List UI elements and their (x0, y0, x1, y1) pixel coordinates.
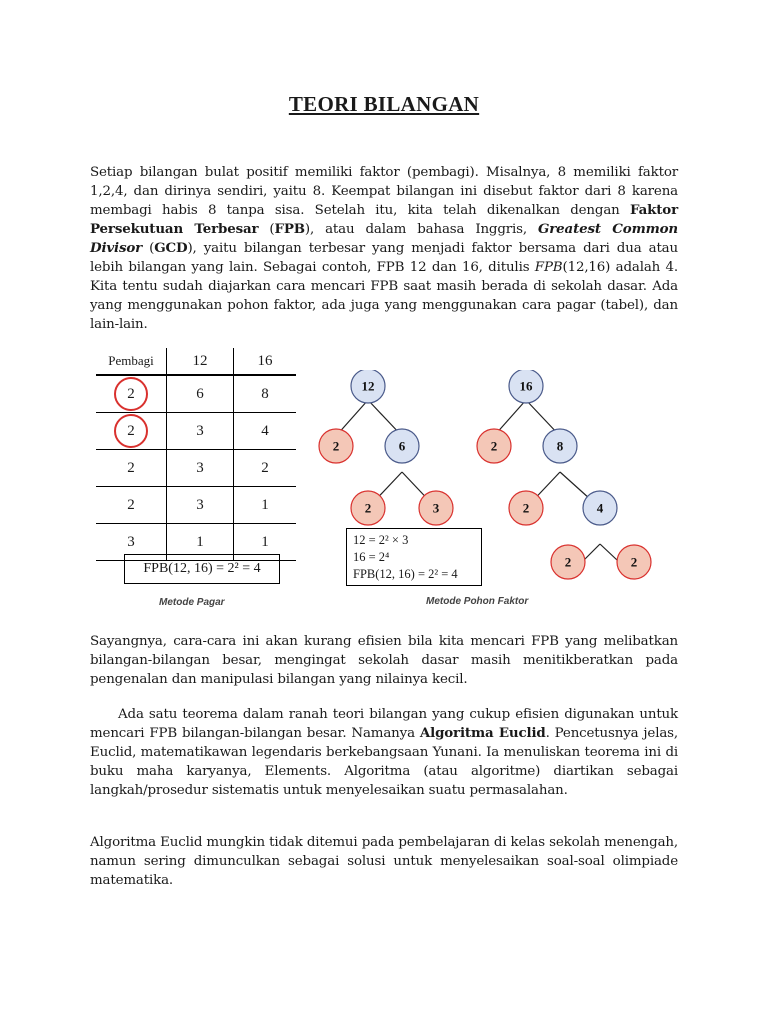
table-cell: 6 (167, 375, 234, 413)
svg-text:2: 2 (522, 500, 530, 516)
tree-node-right-l1 (477, 429, 511, 463)
svg-text:3: 3 (432, 500, 440, 516)
table-row (96, 375, 296, 413)
svg-text:2: 2 (490, 438, 498, 454)
svg-text:12: 12 (361, 378, 375, 394)
pagar-result-box: FPB(12, 16) = 2² = 4 (124, 554, 280, 584)
intro-text-i: ), yaitu bilangan terbesar yang menjadi faktor bersama dari dua atau lebih bilangan yang lain. Sebagai contoh, FPB 12 dan 16, ditulis (90, 241, 678, 275)
table-header-row (96, 348, 296, 375)
table-cell: 8 (234, 375, 297, 413)
tree-node-right-root (509, 370, 543, 403)
table-cell: 1 (234, 524, 297, 561)
pagar-table (96, 348, 296, 561)
tree-node-right-l2 (509, 491, 543, 525)
svg-text:6: 6 (398, 438, 406, 454)
figure-fpb-methods (96, 348, 696, 616)
paragraph-euclid (90, 705, 678, 800)
pagar-method-table (96, 348, 296, 561)
intro-text-a: Setiap bilangan bulat positif memiliki faktor (pembagi). Misalnya, 8 memiliki faktor 1,2,4, dan dirinya sendiri, yaitu 8. Keempat bilangan ini disebut faktor dari 8 karena membagi habis 8 tanpa sisa. Setelah itu, kita telah dikenalkan dengan (90, 165, 678, 218)
tree-node-left-l1 (319, 429, 353, 463)
table-cell: 2 (234, 450, 297, 487)
term-fpb-full: Faktor Persekutuan Terbesar (90, 202, 678, 237)
term-fpb: FPB (274, 221, 305, 237)
tree-node-right-r2 (583, 491, 617, 525)
caption-metode-pohon-faktor: Metode Pohon Faktor (426, 596, 529, 607)
table-cell: 3 (167, 413, 234, 450)
table-cell: 4 (234, 413, 297, 450)
tree-box-line: 12 = 2² × 3 (353, 533, 409, 547)
tree-node-left-root (351, 370, 385, 403)
table-row (96, 413, 296, 450)
term-algoritma-euclid: Algoritma Euclid (419, 725, 546, 741)
tree-node-left-r1 (385, 429, 419, 463)
table-row (96, 487, 296, 524)
svg-text:2: 2 (332, 438, 340, 454)
table-cell: 1 (234, 487, 297, 524)
tree-node-right-r1 (543, 429, 577, 463)
caption-metode-pagar: Metode Pagar (159, 597, 225, 608)
table-cell: 2 (96, 487, 167, 524)
intro-text-g: ( (142, 241, 155, 256)
tree-node-left-r2 (419, 491, 453, 525)
header-12: 12 (167, 348, 234, 375)
paragraph-sayangnya: Sayangnya, cara-cara ini akan kurang efisien bila kita mencari FPB yang melibatkan bilangan-bilangan besar, mengingat sekolah dasar masih menitikberatkan pada pengenalan dan manipulasi bilangan yang nilainya kecil. (90, 634, 678, 687)
table-cell: 2 (96, 450, 167, 487)
term-gcd-full: Greatest Common Divisor (90, 221, 678, 256)
intro-text-e: ), atau dalam bahasa Inggris, (304, 222, 538, 237)
svg-text:4: 4 (596, 500, 604, 516)
paragraph-olimpiade: Algoritma Euclid mungkin tidak ditemui pada pembelajaran di kelas sekolah menengah, namun sering dimunculkan sebagai solusi untuk menyelesaikan soal-soal olimpiade matematika. (90, 835, 678, 888)
term-fpb-italic: FPB (534, 260, 563, 275)
table-cell: 3 (167, 450, 234, 487)
header-pembagi: Pembagi (96, 348, 167, 375)
header-16: 16 (234, 348, 297, 375)
tree-node-left-l2 (351, 491, 385, 525)
tree-box-line: 16 = 2⁴ (353, 550, 390, 564)
page-title: TEORI BILANGAN (288, 92, 480, 116)
euclid-text-a: Ada satu teorema dalam ranah teori bilangan yang cukup efisien digunakan untuk mencari FPB bilangan-bilangan besar. Namanya (90, 707, 678, 741)
tree-node-right-l3 (551, 545, 585, 579)
circled-divisor: 2 (114, 377, 148, 411)
table-cell: 3 (167, 487, 234, 524)
euclid-text-c: . Pencetusnya jelas, Euclid, matematikawan legendaris berkebangsaan Yunani. Ia menuliskan teorema ini di buku maha karyanya, Elements. Algoritma (atau algoritme) diartikan sebagai langkah/prosedur sistematis untuk menyelesaikan suatu permasalahan. (90, 726, 678, 798)
circled-divisor: 2 (114, 414, 148, 448)
intro-text-c: ( (258, 222, 275, 237)
svg-text:8: 8 (556, 438, 564, 454)
paragraph-intro (90, 163, 678, 334)
table-row (96, 450, 296, 487)
tree-node-right-r3 (617, 545, 651, 579)
svg-text:2: 2 (364, 500, 372, 516)
term-gcd: GCD (154, 240, 188, 256)
intro-text-k: (12,16) adalah 4. Kita tentu sudah diajarkan cara mencari FPB saat masih berada di sekolah dasar. Ada yang menggunakan pohon faktor, ada juga yang menggunakan cara pagar (tabel), dan lain-lain. (90, 260, 678, 332)
tree-box-line: FPB(12, 16) = 2² = 4 (353, 567, 458, 581)
svg-text:16: 16 (519, 378, 533, 394)
table-cell: 3 (96, 524, 167, 561)
svg-text:2: 2 (630, 554, 638, 570)
table-cell: 1 (167, 524, 234, 561)
factor-tree-result-box (346, 528, 482, 586)
svg-text:2: 2 (564, 554, 572, 570)
